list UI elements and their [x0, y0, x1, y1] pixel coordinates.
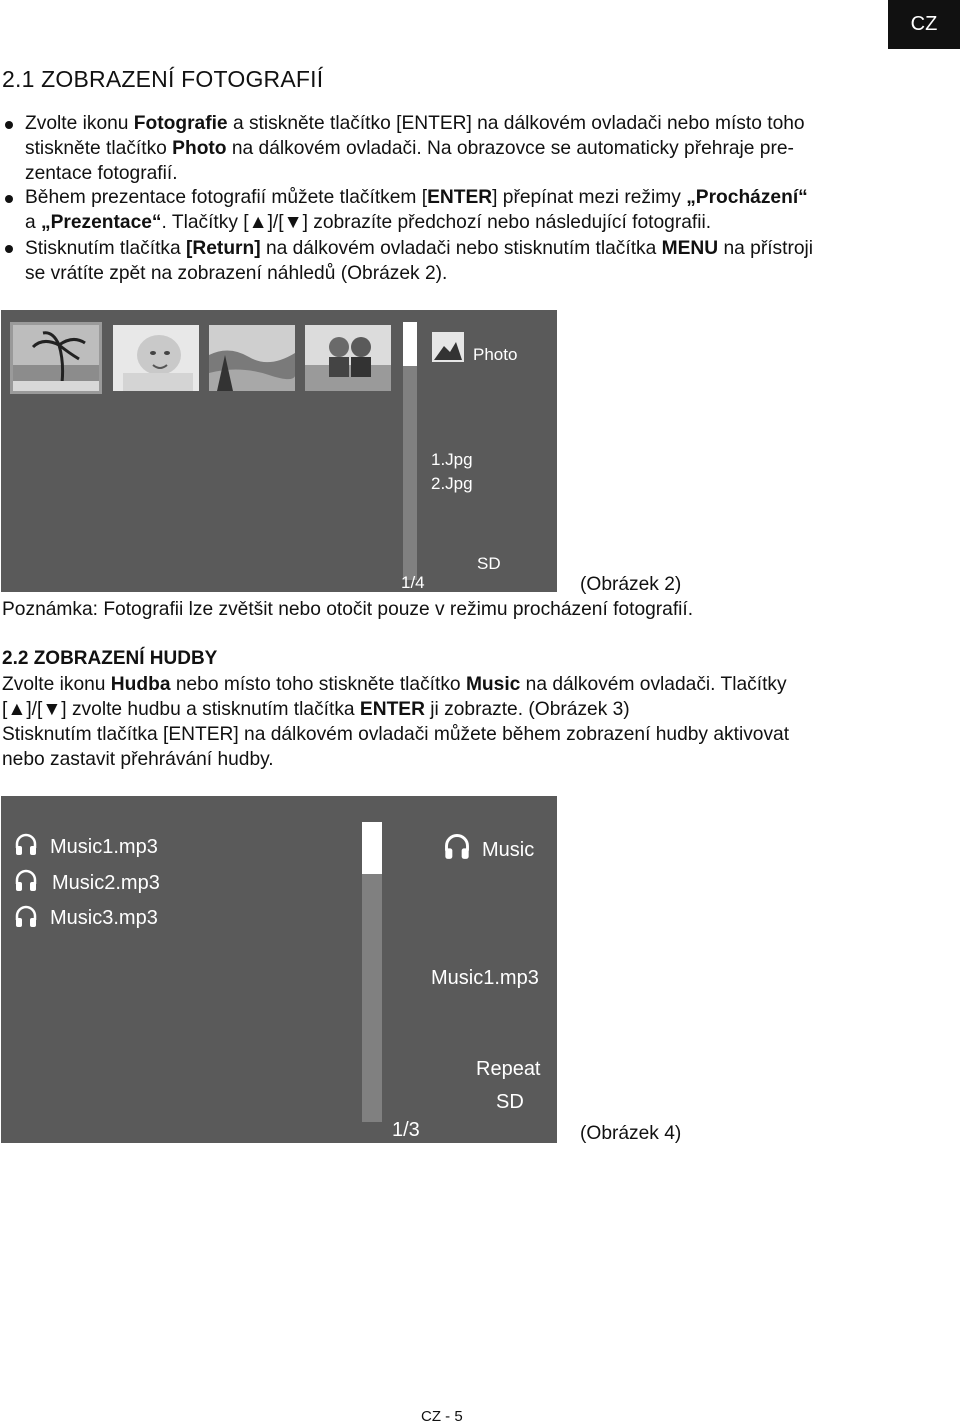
figure-caption: (Obrázek 4): [580, 1123, 682, 1144]
track-item[interactable]: Music1.mp3: [50, 836, 158, 858]
photo-thumbnail-beach[interactable]: [10, 322, 102, 394]
kids-image: [305, 325, 391, 391]
headphones-icon: [443, 832, 471, 860]
paragraph-line: stiskněte tlačítko Photo na dálkovém ovladači. Na obrazovce se automaticky přehraje pre-: [25, 138, 794, 159]
track-item[interactable]: Music2.mp3: [52, 872, 160, 894]
baby-image: [113, 325, 199, 391]
paragraph-line: nebo zastavit přehrávání hudby.: [2, 749, 274, 770]
paragraph-line: Stisknutím tlačítka [Return] na dálkovém ovladači nebo stisknutím tlačítka MENU na přístroji: [25, 238, 814, 259]
current-track: Music1.mp3: [431, 967, 539, 989]
bullet-dot: [5, 121, 13, 129]
paragraph-line: Stisknutím tlačítka [ENTER] na dálkovém ovladači můžete během zobrazení hudby aktivovat: [2, 724, 790, 745]
source-label: SD: [496, 1091, 524, 1113]
scrollbar-thumb[interactable]: [403, 322, 417, 366]
section-title-photos: 2.1 ZOBRAZENÍ FOTOGRAFIÍ: [2, 66, 324, 92]
paragraph-line: [▲]/[▼] zvolte hudbu a stisknutím tlačítka ENTER ji zobrazte. (Obrázek 3): [2, 699, 630, 720]
beach-image: [13, 325, 99, 391]
paragraph-line: zentace fotografií.: [25, 163, 178, 184]
scrollbar-track[interactable]: [403, 322, 417, 580]
photo-browser-screen: [1, 310, 557, 592]
headphones-icon: [14, 904, 38, 928]
repeat-label: Repeat: [476, 1058, 541, 1080]
headphones-icon: [14, 832, 38, 856]
paragraph-line: Během prezentace fotografií můžete tlačítkem [ENTER] přepínat mezi režimy „Procházení“: [25, 187, 808, 208]
headphones-icon: [14, 868, 38, 892]
photo-icon: [432, 332, 464, 362]
photo-thumbnail-coast[interactable]: [206, 322, 298, 394]
photo-thumbnail-baby[interactable]: [110, 322, 202, 394]
figure-caption: (Obrázek 2): [580, 574, 682, 595]
panel-title: Music: [482, 839, 535, 861]
page-indicator: 1/4: [401, 573, 425, 592]
bullet-dot: [5, 195, 13, 203]
paragraph-line: Zvolte ikonu Hudba nebo místo toho stiskněte tlačítko Music na dálkovém ovladači. Tlačítky: [2, 674, 787, 695]
note-text: Poznámka: Fotografii lze zvětšit nebo otočit pouze v režimu procházení fotografií.: [2, 599, 694, 620]
file-item[interactable]: 1.Jpg: [431, 450, 473, 469]
paragraph-line: se vrátíte zpět na zobrazení náhledů (Obrázek 2).: [25, 263, 448, 284]
source-label: SD: [477, 554, 501, 573]
paragraph-line: a „Prezentace“. Tlačítky [▲]/[▼] zobrazíte předchozí nebo následující fotografii.: [25, 212, 712, 233]
page-indicator: 1/3: [392, 1119, 420, 1141]
track-item[interactable]: Music3.mp3: [50, 907, 158, 929]
page-number: CZ - 5: [421, 1408, 463, 1425]
panel-title: Photo: [473, 345, 518, 364]
file-item[interactable]: 2.Jpg: [431, 474, 473, 493]
bullet-dot: [5, 245, 13, 253]
music-browser-screen: [1, 796, 557, 1143]
photo-thumbnail-kids[interactable]: [302, 322, 394, 394]
coast-image: [209, 325, 295, 391]
scrollbar-thumb[interactable]: [362, 822, 382, 874]
language-badge: CZ: [888, 0, 960, 49]
scrollbar-track[interactable]: [362, 822, 382, 1122]
section-title-music: 2.2 ZOBRAZENÍ HUDBY: [2, 648, 218, 669]
paragraph-line: Zvolte ikonu Fotografie a stiskněte tlačítko [ENTER] na dálkovém ovladači nebo místo toho: [25, 113, 805, 134]
